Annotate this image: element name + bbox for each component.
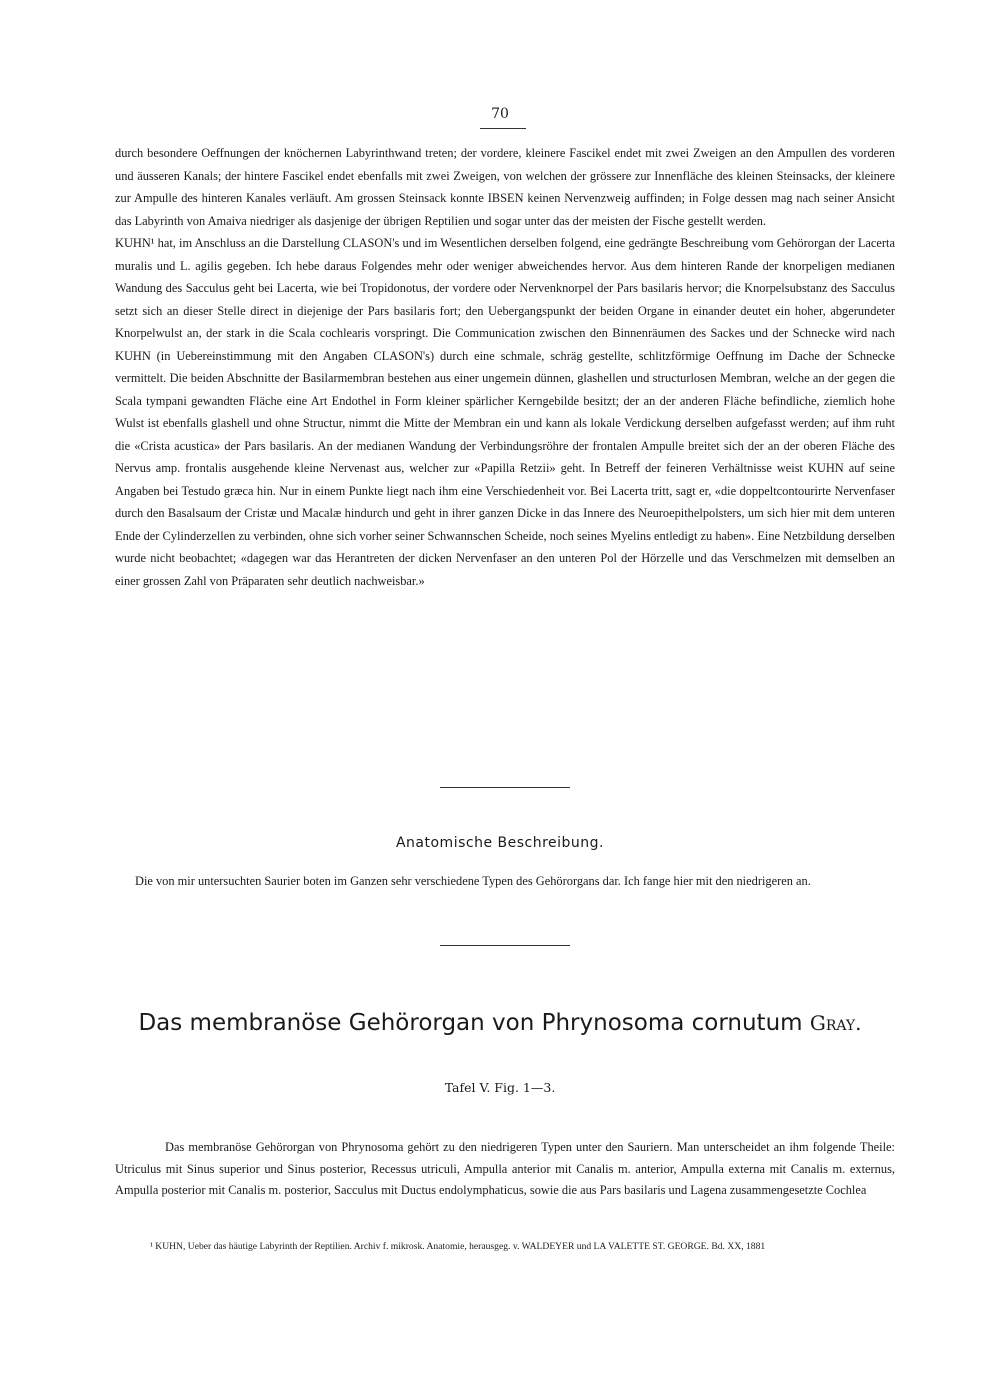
plate-reference: Tafel V. Fig. 1—3. xyxy=(444,1080,556,1095)
footnote: ¹ KUHN, Ueber das häutige Labyrinth der Reptilien. Archiv f. mikrosk. Anatomie, herausgeg. v. WALDEYER und LA VALETTE ST. GEORGE. Bd. XX, 1881 xyxy=(150,1241,766,1252)
page-number: 70 xyxy=(491,106,509,122)
chapter-title-author: Gray. xyxy=(809,1011,862,1035)
section-heading: Anatomische Beschreibung. xyxy=(395,835,605,851)
body-text-block xyxy=(115,142,895,592)
section-text: Die von mir untersuchten Saurier boten im Ganzen sehr verschiedene Typen des Gehörorgans dar. Ich fange hier mit den niedrigeren an. xyxy=(135,874,811,888)
chapter-title-text: Das membranöse Gehörorgan von Phrynosoma cornutum xyxy=(138,1010,803,1036)
section-divider-bottom xyxy=(440,945,570,946)
chapter-title xyxy=(0,1010,1000,1036)
final-paragraph: Das membranöse Gehörorgan von Phrynosoma gehört zu den niedrigeren Typen unter den Sauriern. Man unterscheidet an ihm folgende Theile: Utriculus mit Sinus superior und Sinus posterior, Recessus utriculi, Ampulla anterior mit Canalis m. anterior, Ampulla externa mit Canalis m. externus, Ampulla posterior mit Canalis m. posterior, Sacculus mit Ductus endolymphaticus, sowie die aus Pars basilaris und Lagena zusammengesetzte Cochlea xyxy=(115,1140,895,1197)
section-divider-top xyxy=(440,787,570,788)
page-number-rule xyxy=(480,128,526,129)
paragraph-kuhn: KUHN¹ hat, im Anschluss an die Darstellung CLASON's und im Wesentlichen derselben folgend, eine gedrängte Beschreibung vom Gehörorgan der Lacerta muralis und L. agilis gegeben. Ich hebe daraus Folgendes mehr oder weniger abweichendes hervor. Aus dem hinteren Rande der knorpeligen medianen Wandung des Sacculus geht bei Lacerta, wie bei Tropidonotus, der vordere oder Nervenknorpel der Pars basilaris hervor; die Knorpelsubstanz des Sacculus setzt sich an dieser Stelle direct in diejenige der Pars basilaris fort; den Uebergangspunkt der beiden Organe in einander deutet ein hoher, abgerundeter Knorpelwulst an, der stark in die Scala cochlearis vorspringt. Die Communication zwischen den Binnenräumen des Sackes und der Schnecke wird nach KUHN (in Uebereinstimmung mit den Angaben CLASON's) durch eine schmale, schräg gestellte, schlitzförmige Oeffnung im Dache der Schnecke vermittelt. Die beiden Abschnitte der Basilarmembran bestehen aus einer ungemein dünnen, glashellen und structurlosen Membran, welche an der gegen die Scala tympani gewandten Fläche eine Art Endothel in Form kleiner spärlicher Kerngebilde besitzt; der an der anderen Fläche befindliche, ziemlich hohe Wulst ist ebenfalls glashell und ohne Structur, nimmt die Mitte der Membran ein und kann als lokale Verdickung derselben aufgefasst werden; auf ihm ruht die «Crista acustica» der Pars basilaris. An der medianen Wandung der Verbindungsröhre der frontalen Ampulle breitet sich der an der oberen Fläche des Nervus amp. frontalis ausgehende kleine Nervenast aus, welcher zur «Papilla Retzii» geht. In Betreff der feineren Verhältnisse weist KUHN auf seine Angaben bei Testudo græca hin. Nur in einem Punkte liegt nach ihm eine Verschiedenheit vor. Bei Lacerta tritt, sagt er, «die doppeltcontourirte Nervenfaser durch den Basalsaum der Cristæ und Macalæ hindurch und geht in ihrer ganzen Dicke in das Innere des Neuroepithelpolsters, um sich hier mit dem unteren Ende der Cylinderzellen zu verbinden, ohne sich vorher seiner Schwannschen Scheide, noch seines Myelins entledigt zu haben». Eine Netzbildung derselben wurde nicht beobachtet; «dagegen war das Herantreten der dicken Nervenfaser an den unteren Pol der Hörzelle und das Verschmelzen mit demselben an einer grossen Zahl von Präparaten sehr deutlich nachweisbar.» xyxy=(115,236,895,588)
paragraph-ibsen: durch besondere Oeffnungen der knöchernen Labyrinthwand treten; der vordere, kleinere Fascikel endet mit zwei Zweigen an den Ampullen des vorderen und äusseren Kanals; der hintere Fascikel endet ebenfalls mit zwei Zweigen, von welchen der grössere zur Innenfläche des kleinen Steinsacks, der kleinere zur Ampulle des hinteren Kanales verläuft. Am grossen Steinsack konnte IBSEN keinen Nervenzweig auffinden; in Folge dessen mag nach seiner Ansicht das Labyrinth von Amaiva niedriger als dasjenige der übrigen Reptilien und sogar unter das der meisten der Fische gestellt werden. xyxy=(115,146,895,228)
final-paragraph-block xyxy=(115,1137,895,1202)
